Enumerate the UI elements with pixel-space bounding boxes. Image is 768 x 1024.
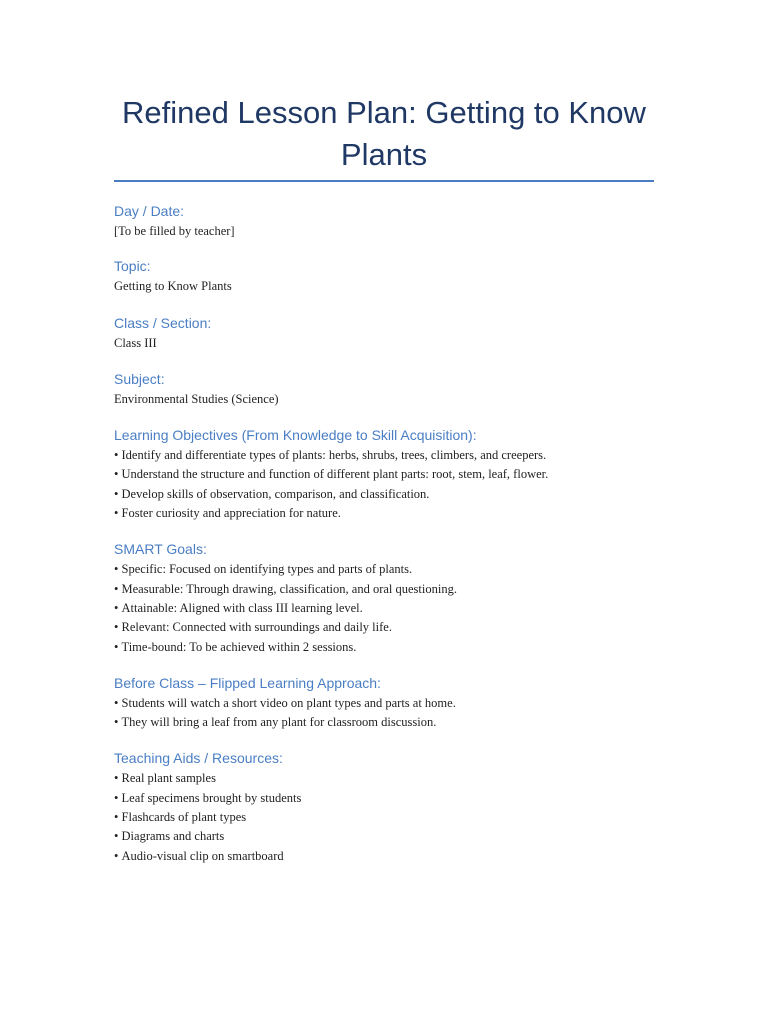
section-text: Environmental Studies (Science) (114, 391, 279, 406)
section-heading: Subject: (114, 370, 165, 387)
section-text: [To be filled by teacher] (114, 224, 235, 238)
section-heading: Teaching Aids / Resources: (114, 750, 283, 767)
list-item: • Foster curiosity and appreciation for nature. (114, 504, 654, 523)
list-item: • Measurable: Through drawing, classification, and oral questioning. (114, 580, 654, 599)
objectives-list (114, 446, 654, 523)
section-topic (114, 255, 654, 296)
list-item: • Time-bound: To be achieved within 2 sessions. (114, 638, 654, 657)
section-heading: Learning Objectives (From Knowledge to Skill Acquisition): (114, 427, 477, 444)
section-heading: Class / Section: (114, 314, 212, 331)
section-smart-goals (114, 538, 654, 656)
section-heading: Before Class – Flipped Learning Approach: (114, 674, 381, 691)
list-item: • Identify and differentiate types of plants: herbs, shrubs, trees, climbers, and creepers. (114, 446, 654, 465)
list-item: • Real plant samples (114, 769, 654, 788)
title-divider (114, 180, 654, 182)
section-teaching-aids (114, 747, 654, 865)
list-item: • Diagrams and charts (114, 827, 654, 846)
document-body (114, 200, 654, 866)
list-item: • Attainable: Aligned with class III learning level. (114, 599, 654, 618)
section-text: Getting to Know Plants (114, 279, 232, 294)
list-item: • Leaf specimens brought by students (114, 789, 654, 808)
list-item: • Audio-visual clip on smartboard (114, 847, 654, 866)
smart-goals-list (114, 560, 654, 656)
section-class (114, 312, 654, 353)
section-learning-objectives (114, 424, 654, 523)
list-item: • Flashcards of plant types (114, 808, 654, 827)
section-heading: Topic: (114, 258, 151, 275)
list-item: • Specific: Focused on identifying types and parts of plants. (114, 560, 654, 579)
section-before-class (114, 672, 654, 733)
list-item: • They will bring a leaf from any plant for classroom discussion. (114, 713, 654, 732)
list-item: • Develop skills of observation, comparison, and classification. (114, 485, 654, 504)
section-heading: SMART Goals: (114, 541, 207, 558)
list-item: • Students will watch a short video on plant types and parts at home. (114, 694, 654, 713)
list-item: • Understand the structure and function of different plant parts: root, stem, leaf, flower. (114, 465, 654, 484)
section-day-date (114, 200, 654, 241)
section-subject (114, 368, 654, 409)
list-item: • Relevant: Connected with surroundings and daily life. (114, 618, 654, 637)
before-class-list (114, 694, 654, 733)
section-heading: Day / Date: (114, 203, 185, 219)
section-text: Class III (114, 335, 157, 350)
teaching-aids-list (114, 769, 654, 865)
document-title: Refined Lesson Plan: Getting to Know Plants (122, 95, 646, 172)
